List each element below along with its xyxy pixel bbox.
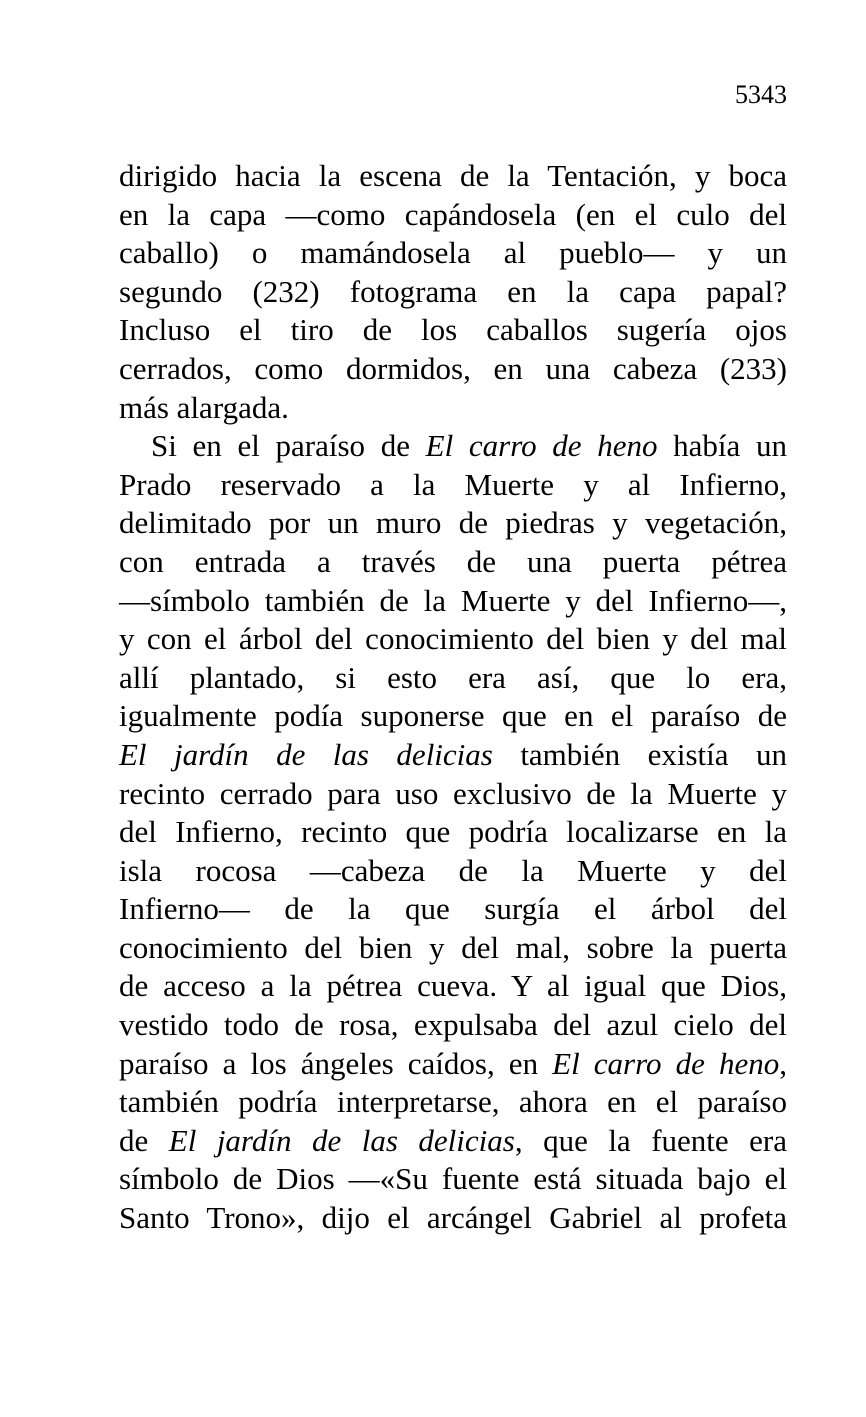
text-line xyxy=(119,736,787,775)
text-line xyxy=(119,196,787,235)
text-segment: también podría interpretarse, ahora en el paraíso xyxy=(119,1084,787,1120)
body-text xyxy=(119,157,787,1238)
text-segment: paraíso a los ángeles caídos, en xyxy=(119,1045,553,1081)
text-line xyxy=(119,311,787,350)
text-segment: de acceso a la pétrea cueva. Y al igual que Dios, xyxy=(119,968,787,1004)
text-segment: delimitado por un muro de piedras y vegetación, xyxy=(119,505,787,541)
text-segment: caballo) o mamándosela al pueblo— y un xyxy=(119,235,787,271)
text-segment: había un xyxy=(657,428,787,464)
text-segment: Incluso el tiro de los caballos sugería ojos xyxy=(119,312,787,348)
text-segment: conocimiento del bien y del mal, sobre la puerta xyxy=(119,929,787,965)
text-line xyxy=(119,890,787,929)
text-segment: recinto cerrado para uso exclusivo de la Muerte y xyxy=(119,775,787,811)
text-segment: símbolo de Dios —«Su fuente está situada bajo el xyxy=(119,1161,787,1197)
text-line xyxy=(119,234,787,273)
text-line xyxy=(119,813,787,852)
text-line xyxy=(119,504,787,543)
text-segment: Infierno— de la que surgía el árbol del xyxy=(119,891,787,927)
text-segment: Santo Trono», dijo el arcángel Gabriel al profeta xyxy=(119,1200,787,1236)
text-segment: Prado reservado a la Muerte y al Infierno, xyxy=(119,466,787,502)
text-line xyxy=(119,1122,787,1161)
text-line xyxy=(119,1083,787,1122)
text-line xyxy=(119,775,787,814)
text-line xyxy=(119,1045,787,1084)
text-segment: , xyxy=(779,1045,787,1081)
text-segment: Si en el paraíso de xyxy=(151,428,426,464)
text-line xyxy=(119,1006,787,1045)
text-line xyxy=(119,582,787,621)
text-line xyxy=(119,1199,787,1238)
text-line xyxy=(119,427,787,466)
text-line xyxy=(119,350,787,389)
text-line xyxy=(119,659,787,698)
italic-title-text: El jardín de las delicias xyxy=(119,736,493,772)
text-segment: con entrada a través de una puerta pétrea xyxy=(119,543,787,579)
text-segment: , que la fuente era xyxy=(514,1122,787,1158)
text-segment: más alargada. xyxy=(119,389,289,425)
italic-title-text: El jardín de las delicias xyxy=(168,1122,515,1158)
text-segment: allí plantado, si esto era así, que lo era, xyxy=(119,659,787,695)
text-line xyxy=(119,389,787,428)
text-segment: del Infierno, recinto que podría localizarse en la xyxy=(119,814,787,850)
text-segment: igualmente podía suponerse que en el paraíso de xyxy=(119,698,787,734)
text-line xyxy=(119,273,787,312)
italic-title-text: El carro de heno xyxy=(552,1045,780,1081)
text-segment: isla rocosa —cabeza de la Muerte y del xyxy=(119,852,787,888)
text-segment: en la capa —como capándosela (en el culo del xyxy=(119,196,787,232)
text-segment: segundo (232) fotograma en la capa papal? xyxy=(119,273,787,309)
italic-title-text: El carro de heno xyxy=(425,428,658,464)
text-segment: también existía un xyxy=(492,736,787,772)
text-line xyxy=(119,929,787,968)
text-line xyxy=(119,620,787,659)
text-line xyxy=(119,967,787,1006)
text-segment: y con el árbol del conocimiento del bien y del mal xyxy=(119,621,787,657)
text-segment: cerrados, como dormidos, en una cabeza (233) xyxy=(119,350,787,386)
text-segment: vestido todo de rosa, expulsaba del azul cielo del xyxy=(119,1007,787,1043)
text-line xyxy=(119,1160,787,1199)
text-segment: dirigido hacia la escena de la Tentación, y boca xyxy=(119,158,787,193)
text-line xyxy=(119,697,787,736)
text-line xyxy=(119,157,787,196)
text-line xyxy=(119,466,787,505)
page-number: 5343 xyxy=(735,80,787,109)
text-line xyxy=(119,852,787,891)
text-segment: de xyxy=(119,1122,169,1158)
text-line xyxy=(119,543,787,582)
text-segment: —símbolo también de la Muerte y del Infierno—, xyxy=(119,582,787,618)
